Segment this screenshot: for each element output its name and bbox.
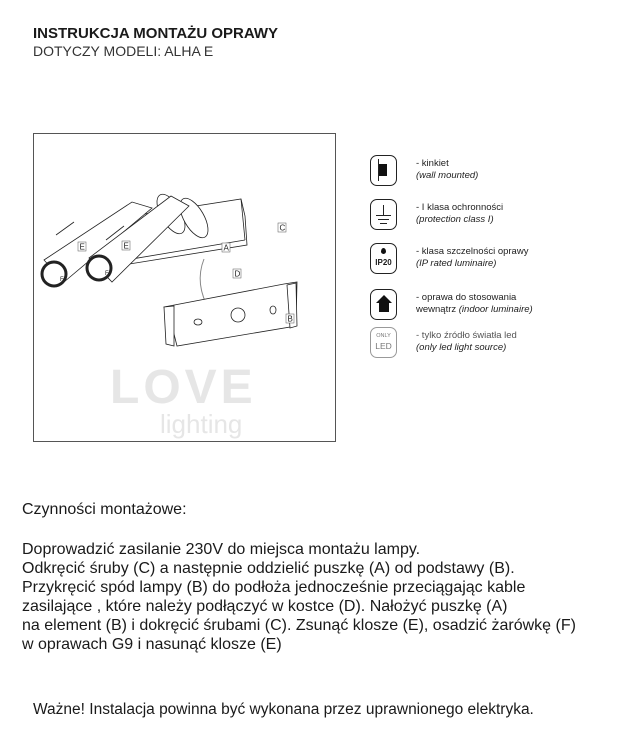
label-c: C [279,223,286,233]
legend-text: - kinkiet [416,158,449,169]
watermark-line2: lighting [160,409,243,439]
house-icon [370,289,397,320]
page-title: INSTRUKCJA MONTAŻU OPRAWY [33,25,278,42]
legend-text-en: (only led light source) [416,342,507,353]
legend-item-protection-class [370,199,570,239]
ip-badge: IP20 [375,258,392,267]
legend-item-wall-mounted [370,155,570,195]
label-e1: E [79,242,85,252]
label-a: A [223,243,229,253]
ip-rating-icon [370,243,397,274]
legend-text: - tylko źródło światła led [416,330,517,341]
legend-text-en: (IP rated luminaire) [416,258,497,269]
legend-text-en: (indoor luminaire) [458,304,533,315]
ground-icon [370,199,397,230]
legend-text: - klasa szczelności oprawy [416,246,529,257]
instructions-heading: Czynności montażowe: [22,501,187,518]
only-led-icon [370,327,397,358]
legend-item-only-led [370,327,570,367]
watermark-line1: LOVE [110,361,257,414]
assembly-diagram [33,133,336,442]
instruction-line: Przykręcić spód lampy (B) do podłoża jednocześnie przeciągając kable [22,579,526,596]
legend-text: - I klasa ochronności [416,202,504,213]
instruction-line: w oprawach G9 i nasunąć klosze (E) [22,636,282,653]
label-e2: E [123,241,129,251]
legend-text: wewnątrz [416,304,457,315]
page-subtitle: DOTYCZY MODELI: ALHA E [33,43,214,59]
instruction-line: Odkręcić śruby (C) a następnie oddzielić puszkę (A) od podstawy (B). [22,560,515,577]
legend-item-ip-rating [370,243,570,283]
label-f1: F [60,277,64,283]
instruction-line: Doprowadzić zasilanie 230V do miejsca montażu lampy. [22,541,421,558]
legend-item-indoor [370,289,570,329]
wall-mount-icon [370,155,397,186]
base-plate [164,282,297,346]
instruction-line: na element (B) i dokręcić śrubami (C). Zsunąć klosze (E), osadzić żarówkę (F) [22,617,576,634]
legend-text-en: (wall mounted) [416,170,479,181]
instruction-line: zasilające , które należy podłączyć w kostce (D). Nałożyć puszkę (A) [22,598,508,615]
led-badge: LED [375,341,392,351]
legend-text: - oprawa do stosowania [416,292,517,303]
warning-note: Ważne! Instalacja powinna być wykonana przez uprawnionego elektryka. [33,701,534,718]
only-badge: ONLY [376,333,391,339]
label-b: B [287,314,293,324]
label-d: D [234,269,241,279]
legend-text-en: (protection class I) [416,214,494,225]
assembly-drawing [34,134,337,443]
label-f2: F [105,271,109,277]
